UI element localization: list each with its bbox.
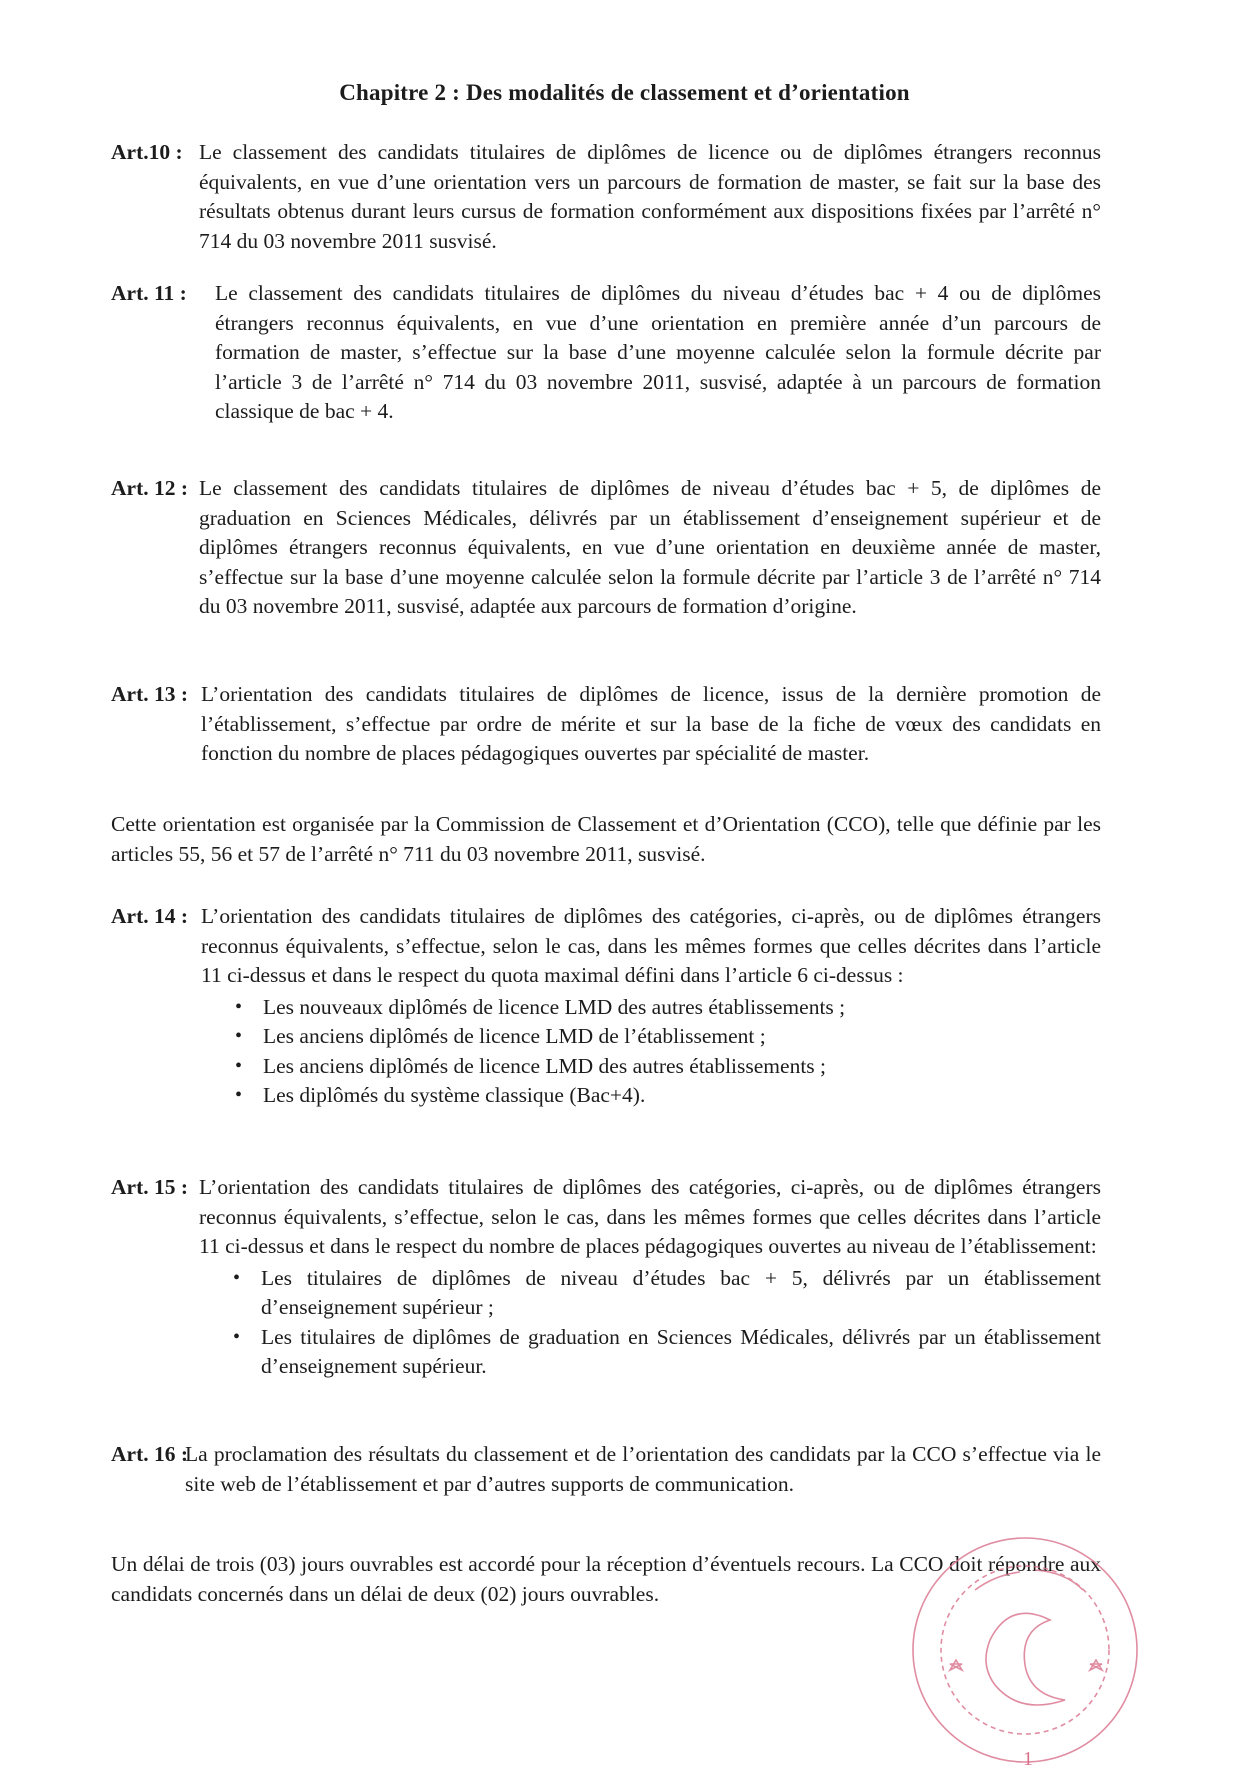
article-15	[111, 1173, 1101, 1382]
list-item: • Les nouveaux diplômés de licence LMD des autres établissements ;	[201, 993, 1101, 1023]
article-14-text: L’orientation des candidats titulaires de diplômes des catégories, ci-après, ou de diplômes étrangers reconnus équivalents, s’effectue, selon le cas, dans les mêmes formes que celles décrites dans l’article 11 ci-dessus et dans le respect du quota maximal défini dans l’article 6 ci-dessus :	[201, 904, 1101, 987]
article-12-text: Le classement des candidats titulaires de diplômes de niveau d’études bac + 5, de diplômes de graduation en Sciences Médicales, délivrés par un établissement d’enseignement supérieur et de diplômes étrangers reconnus équivalents, en vue d’une orientation en deuxième année de master, s’effectue sur la base d’une moyenne calculée selon la formule décrite par l’article 3 de l’arrêté n° 714 du 03 novembre 2011, susvisé, adaptée aux parcours de formation d’origine.	[199, 476, 1101, 618]
article-13-label: Art. 13 :	[111, 682, 189, 706]
chapter-title: Chapitre 2 : Des modalités de classement et d’orientation	[339, 80, 910, 105]
article-14-list	[201, 993, 1101, 1111]
article-11	[111, 279, 1101, 427]
article-16-label: Art. 16 :	[111, 1442, 189, 1466]
list-item: • Les titulaires de diplômes de niveau d’études bac + 5, délivrés par un établissement d’enseignement supérieur ;	[199, 1264, 1101, 1323]
article-10-label: Art.10 :	[111, 140, 183, 164]
article-11-label: Art. 11 :	[111, 281, 187, 305]
article-15-text: L’orientation des candidats titulaires de diplômes des catégories, ci-après, ou de diplômes étrangers reconnus équivalents, s’effectue, selon le cas, dans les mêmes formes que celles décrites dans l’article 11 ci-dessus et dans le respect du nombre de places pédagogiques ouvertes au niveau de l’établissement:	[199, 1175, 1101, 1258]
official-seal-icon	[895, 1520, 1155, 1780]
article-10-text: Le classement des candidats titulaires de diplômes de licence ou de diplômes étrangers reconnus équivalents, en vue d’une orientation vers un parcours de formation de master, se fait sur la base des résultats obtenus durant leurs cursus de formation conformément aux dispositions fixées par l’arrêté n° 714 du 03 novembre 2011 susvisé.	[199, 140, 1101, 253]
article-16-text: La proclamation des résultats du classement et de l’orientation des candidats par la CCO s’effectue via le site web de l’établissement et par d’autres supports de communication.	[185, 1442, 1101, 1496]
article-14-label: Art. 14 :	[111, 904, 189, 928]
page-mark: 1	[1023, 1748, 1033, 1770]
article-16	[111, 1440, 1101, 1499]
article-13-text: L’orientation des candidats titulaires de diplômes de licence, issus de la dernière promotion de l’établissement, s’effectue par ordre de mérite et sur la base de la fiche de vœux des candidats en fonction du nombre de places pédagogiques ouvertes par spécialité de master.	[201, 682, 1101, 765]
list-item: • Les titulaires de diplômes de graduation en Sciences Médicales, délivrés par un établissement d’enseignement supérieur.	[199, 1323, 1101, 1382]
cco-paragraph: Cette orientation est organisée par la Commission de Classement et d’Orientation (CCO), telle que définie par les articles 55, 56 et 57 de l’arrêté n° 711 du 03 novembre 2011, susvisé.	[111, 812, 1101, 866]
list-item: • Les diplômés du système classique (Bac+4).	[201, 1081, 1101, 1111]
article-13	[111, 680, 1101, 769]
article-14	[111, 902, 1101, 1111]
article-12	[111, 474, 1101, 622]
list-item: • Les anciens diplômés de licence LMD de l’établissement ;	[201, 1022, 1101, 1052]
list-item: • Les anciens diplômés de licence LMD des autres établissements ;	[201, 1052, 1101, 1082]
article-15-label: Art. 15 :	[111, 1175, 189, 1199]
delai-paragraph: Un délai de trois (03) jours ouvrables est accordé pour la réception d’éventuels recours. La CCO doit répondre aux candidats concernés dans un délai de deux (02) jours ouvrables.	[111, 1552, 1101, 1606]
article-12-label: Art. 12 :	[111, 476, 189, 500]
article-15-list	[199, 1264, 1101, 1382]
article-10	[111, 138, 1101, 256]
article-11-text: Le classement des candidats titulaires de diplômes du niveau d’études bac + 4 ou de diplômes étrangers reconnus équivalents, en vue d’une orientation en première année d’un parcours de formation de master, s’effectue sur la base d’une moyenne calculée selon la formule décrite par l’article 3 de l’arrêté n° 714 du 03 novembre 2011, susvisé, adaptée à un parcours de formation classique de bac + 4.	[215, 281, 1101, 423]
